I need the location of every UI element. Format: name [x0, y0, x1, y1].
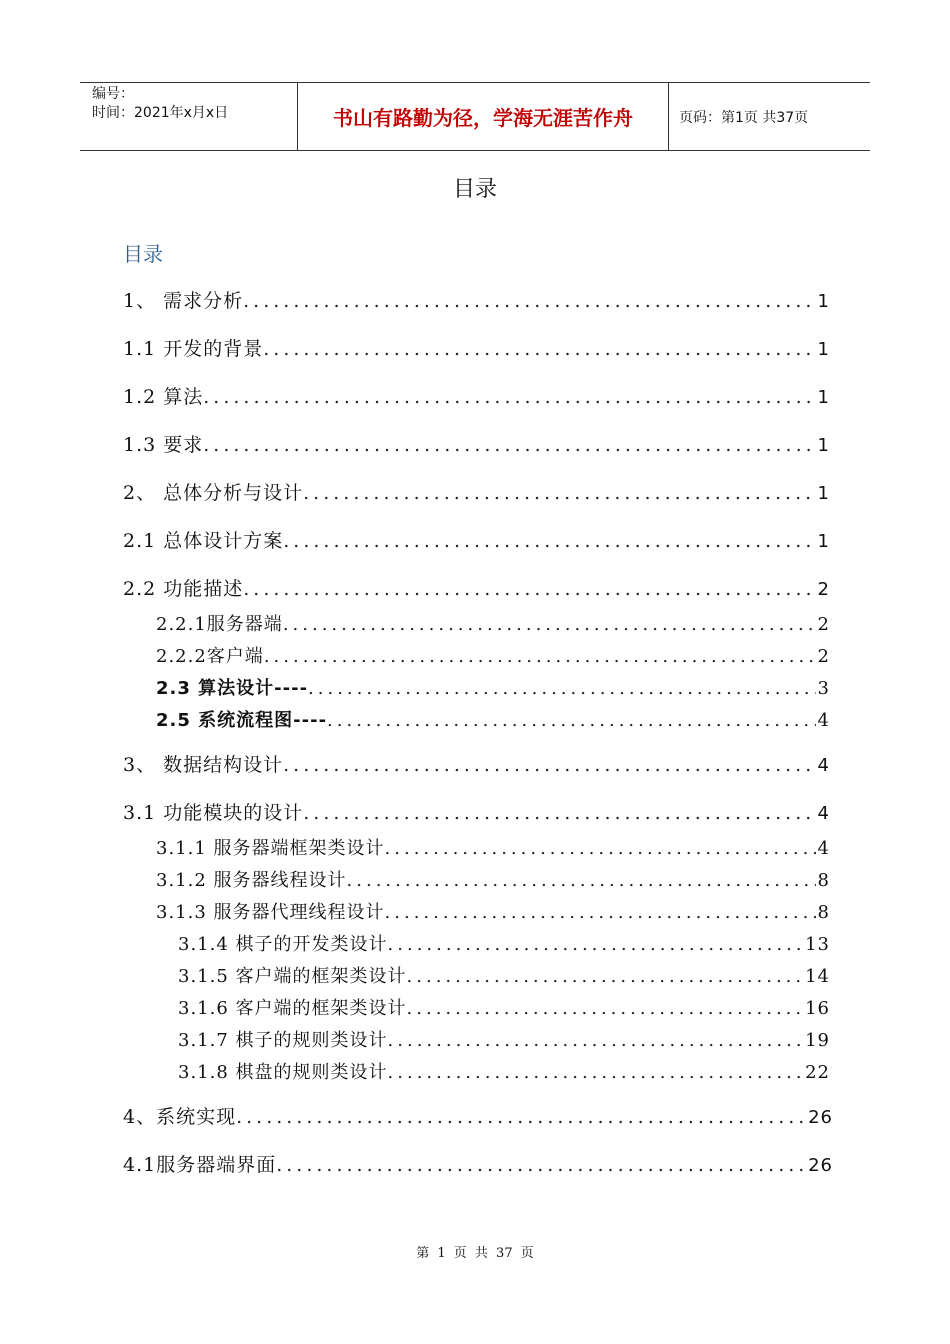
toc-entry-page: 1 — [817, 387, 830, 408]
toc-entry-page: 4 — [817, 755, 830, 776]
toc-entry-page: 13 — [805, 934, 830, 955]
toc-entry-page: 8 — [817, 902, 830, 923]
dot-leader — [283, 754, 815, 776]
toc-entry[interactable] — [156, 898, 830, 924]
toc-entry[interactable] — [123, 478, 830, 505]
toc-entry-label: 3.1.7 棋子的规则类设计 — [178, 1030, 388, 1051]
toc-entry-page: 14 — [805, 966, 830, 987]
dot-leader — [276, 1154, 806, 1176]
toc-entry-page: 1 — [817, 339, 830, 360]
toc-entry-page: 8 — [817, 870, 830, 891]
toc-entry[interactable] — [123, 1102, 833, 1129]
toc-entry-page: 19 — [805, 1030, 830, 1051]
toc-entry-label: 2.5 系统流程图---- — [156, 710, 328, 731]
toc-entry[interactable] — [156, 834, 830, 860]
toc-entry-page: 2 — [817, 646, 830, 667]
dot-leader — [236, 1106, 806, 1128]
toc-entry[interactable] — [178, 994, 830, 1020]
dot-leader — [407, 998, 804, 1019]
toc-entry-label: 1.2 算法 — [123, 386, 204, 408]
dot-leader — [203, 434, 815, 456]
dot-leader — [388, 1062, 804, 1083]
toc-entry[interactable] — [178, 1058, 830, 1084]
toc-entry-label: 2.2 功能描述 — [123, 578, 244, 600]
dot-leader — [243, 578, 815, 600]
dot-leader — [283, 614, 816, 635]
toc-entry-label: 3、 数据结构设计 — [123, 754, 284, 776]
toc-entry-label: 3.1.4 棋子的开发类设计 — [178, 934, 388, 955]
toc-entry-page: 16 — [805, 998, 830, 1019]
time-label: 时间：2021年x月x日 — [92, 105, 229, 121]
toc-entry[interactable] — [178, 930, 830, 956]
toc-entry-label: 3.1.6 客户端的框架类设计 — [178, 998, 407, 1019]
toc-entry-label: 3.1.8 棋盘的规则类设计 — [178, 1062, 388, 1083]
dot-leader — [388, 934, 804, 955]
dot-leader — [327, 710, 816, 731]
toc-entry-page: 22 — [805, 1062, 830, 1083]
toc-entry-label: 3.1 功能模块的设计 — [123, 802, 304, 824]
toc-entry-label: 1.3 要求 — [123, 434, 204, 456]
dot-leader — [263, 338, 815, 360]
toc-entry-page: 2 — [817, 614, 830, 635]
toc-entry[interactable] — [178, 962, 830, 988]
toc-entry-label: 3.1.3 服务器代理线程设计 — [156, 902, 385, 923]
toc-entry[interactable] — [178, 1026, 830, 1052]
toc-entry-label: 2.2.1服务器端 — [156, 614, 283, 635]
header-left — [80, 83, 297, 150]
toc-entry-label: 4.1服务器端界面 — [123, 1154, 277, 1176]
dot-leader — [385, 838, 816, 859]
toc-entry-page: 26 — [808, 1155, 833, 1176]
page-info: 页码：第1页 共37页 — [679, 109, 809, 126]
dot-leader — [308, 678, 816, 699]
serial-label: 编号： — [92, 86, 134, 102]
toc-entry[interactable] — [123, 1150, 833, 1177]
toc-entry-label: 3.1.2 服务器线程设计 — [156, 870, 347, 891]
document-title: 目录 — [452, 177, 497, 202]
toc-entry[interactable] — [123, 382, 830, 409]
toc-entry-page: 3 — [817, 678, 830, 699]
toc-entry[interactable] — [156, 866, 830, 892]
toc-entry[interactable] — [156, 674, 830, 700]
toc-entry-page: 1 — [817, 291, 830, 312]
toc-entry-label: 4、系统实现 — [123, 1106, 237, 1128]
dot-leader — [264, 646, 816, 667]
toc-entry-page: 2 — [817, 579, 830, 600]
dot-leader — [303, 802, 815, 824]
toc-entry[interactable] — [123, 574, 830, 601]
dot-leader — [303, 482, 815, 504]
toc-entry-page: 1 — [817, 531, 830, 552]
dot-leader — [407, 966, 804, 987]
toc-entry-page: 26 — [808, 1107, 833, 1128]
toc-entry-page: 4 — [817, 838, 830, 859]
toc-entry[interactable] — [123, 286, 830, 313]
toc-entry-label: 3.1.5 客户端的框架类设计 — [178, 966, 407, 987]
toc-entry[interactable] — [123, 798, 830, 825]
toc-entry-label: 2.1 总体设计方案 — [123, 530, 284, 552]
dot-leader — [203, 386, 815, 408]
page-header — [80, 82, 870, 151]
toc-entry-label: 2.2.2客户端 — [156, 646, 264, 667]
toc-entry[interactable] — [156, 642, 830, 668]
page-footer: 第 1 页 共 37 页 — [416, 1246, 534, 1261]
toc-entry-label: 3.1.1 服务器端框架类设计 — [156, 838, 385, 859]
toc-entry-label: 1.1 开发的背景 — [123, 338, 264, 360]
toc-entry-page: 1 — [817, 435, 830, 456]
toc-entry-label: 2、 总体分析与设计 — [123, 482, 304, 504]
toc-entry[interactable] — [123, 430, 830, 457]
dot-leader — [283, 530, 815, 552]
toc-entry-label: 2.3 算法设计---- — [156, 678, 309, 699]
toc-entry-label: 1、 需求分析 — [123, 290, 244, 312]
dot-leader — [243, 290, 815, 312]
toc-heading: 目录 — [123, 242, 163, 266]
toc-entry-page: 4 — [817, 710, 830, 731]
motto: 书山有路勤为径，学海无涯苦作舟 — [297, 83, 669, 150]
toc-entry[interactable] — [156, 610, 830, 636]
toc-entry[interactable] — [123, 750, 830, 777]
dot-leader — [347, 870, 816, 891]
dot-leader — [388, 1030, 804, 1051]
dot-leader — [385, 902, 816, 923]
toc-entry[interactable] — [123, 334, 830, 361]
toc-entry-page: 1 — [817, 483, 830, 504]
toc-entry-page: 4 — [817, 803, 830, 824]
toc-entry[interactable] — [156, 706, 830, 732]
toc-entry[interactable] — [123, 526, 830, 553]
